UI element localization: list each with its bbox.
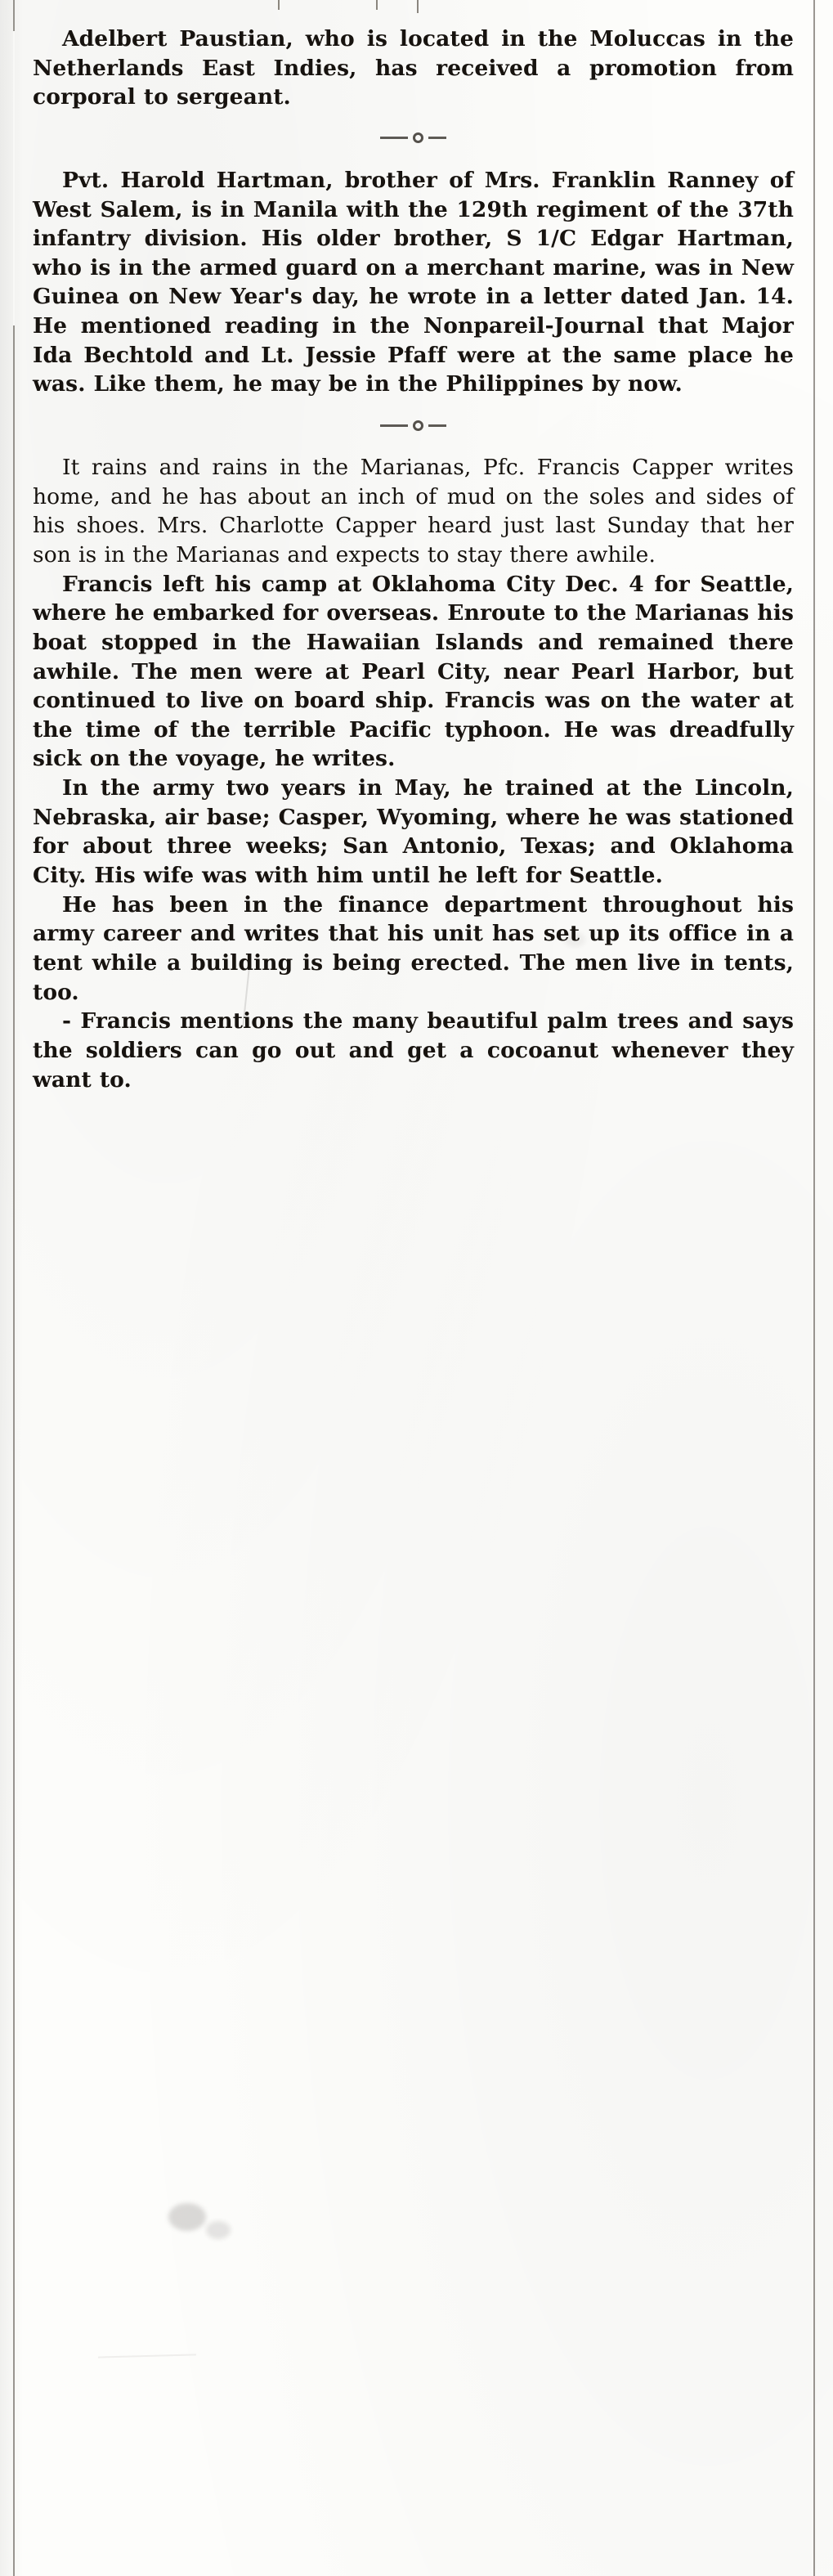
section-divider-2 bbox=[33, 402, 794, 448]
paragraph-francis-travel: Francis left his camp at Oklahoma City Dec. 4 for Seattle, where he embarked for overseas. Enroute to the Marianas his boat stopped in the Hawaiian Islands and remained there awhile. The men were at Pearl City, near Pearl Harbor, but continued to live on board ship. Francis was on the water at the time of the terrible Pacific typhoon. He was dreadfully sick on the voyage, he writes. bbox=[33, 571, 794, 772]
divider-dash-left bbox=[380, 424, 408, 427]
paragraph-marianas-rain: It rains and rains in the Marianas, Pfc. Francis Capper writes home, and he has about an inch of mud on the soles and sides of his shoes. Mrs. Charlotte Capper heard just last Sunday that her son is in the Marianas and expects to stay there awhile. bbox=[33, 455, 794, 568]
paragraph-finance-department: He has been in the finance department throughout his army career and writes that his unit has set up its office in a tent while a building is being erected. The men live in tents, too. bbox=[33, 891, 794, 1005]
divider-circle bbox=[413, 420, 423, 431]
divider-circle bbox=[413, 132, 423, 143]
paragraph-harold-hartman: Pvt. Harold Hartman, brother of Mrs. Franklin Ranney of West Salem, is in Manila with the 129th regiment of the 37th infantry division. His older brother, S 1/C Edgar Hartman, who is in the armed guard on a merchant marine, was in New Guinea on New Year's day, he wrote in a letter dated Jan. 14. He mentioned reading in the Nonpareil-Journal that Major Ida Bechtold and Lt. Jessie Pfaff were at the same place he was. Like them, he may be in the Philippines by now. bbox=[33, 167, 794, 397]
divider-dash-right bbox=[428, 424, 446, 427]
section-divider-1 bbox=[33, 115, 794, 161]
column-rule-left bbox=[13, 0, 15, 2576]
divider-dash-right bbox=[428, 137, 446, 139]
ink-smudge bbox=[168, 2203, 206, 2231]
article-column bbox=[33, 25, 794, 1094]
paragraph-adelbert-paustian: Adelbert Paustian, who is located in the Moluccas in the Netherlands East Indies, has received a promotion from corporal to sergeant. bbox=[33, 26, 794, 110]
divider-dash-left bbox=[380, 137, 408, 139]
paper-fiber bbox=[98, 2354, 196, 2358]
ink-smudge bbox=[206, 2221, 231, 2239]
cropped-text-sliver bbox=[33, 0, 794, 15]
paragraph-palm-trees: - Francis mentions the many beautiful palm trees and says the soldiers can go out and get a cocoanut whenever they want to. bbox=[33, 1008, 794, 1093]
paragraph-army-training: In the army two years in May, he trained at the Lincoln, Nebraska, air base; Casper, Wyoming, where he was stationed for about three weeks; San Antonio, Texas; and Oklahoma City. His wife was with him until he left for Seattle. bbox=[33, 775, 794, 889]
column-rule-right bbox=[813, 0, 815, 2576]
